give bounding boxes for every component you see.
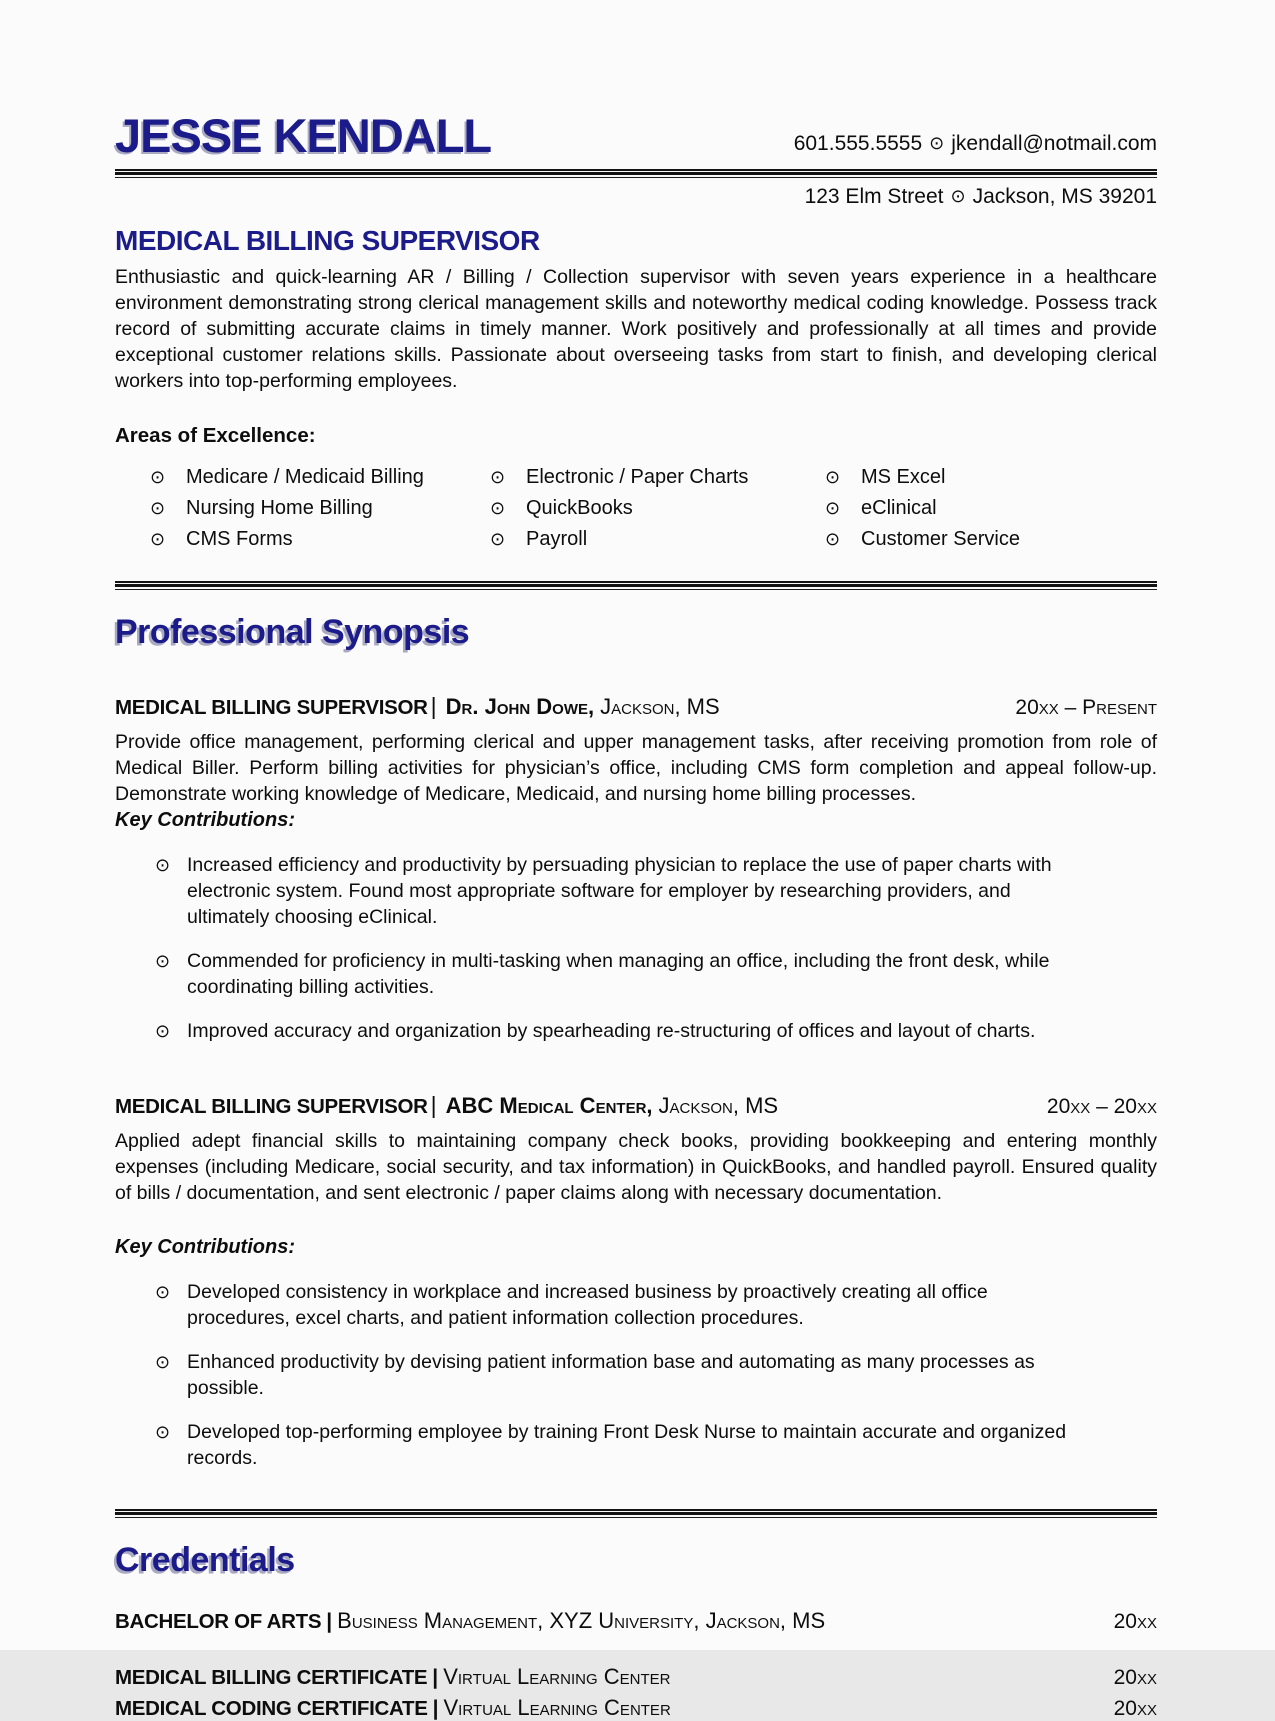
skill-item bbox=[490, 465, 825, 489]
skill-item bbox=[150, 465, 490, 489]
ring-bullet-icon: ⊙ bbox=[490, 467, 506, 487]
address-line bbox=[115, 185, 1157, 209]
skill-label: Electronic / Paper Charts bbox=[526, 466, 749, 488]
pipe-separator: | bbox=[432, 1665, 439, 1689]
skills-column-3 bbox=[825, 465, 1157, 551]
list-item bbox=[115, 852, 1157, 930]
skill-label: Payroll bbox=[526, 528, 588, 550]
credential-title-line bbox=[115, 1608, 825, 1634]
bullet-text: Developed consistency in workplace and increased business by proactively creating all office procedures, excel charts, and patient information collection procedures. bbox=[187, 1281, 988, 1330]
ring-bullet-icon: ⊙ bbox=[150, 467, 166, 487]
areas-of-excellence-heading: Areas of Excellence: bbox=[115, 424, 316, 447]
ring-bullet-icon: ⊙ bbox=[490, 498, 506, 518]
credential-detail: Virtual Learning Center bbox=[443, 1663, 671, 1689]
bullet-text: Improved accuracy and organization by spearheading re-structuring of offices and layout of charts. bbox=[187, 1020, 1036, 1043]
job-company: Dr. John Dowe, bbox=[445, 694, 595, 720]
credential-title-line bbox=[115, 1695, 671, 1721]
ring-bullet-icon: ⊙ bbox=[150, 498, 166, 518]
credential-degree: MEDICAL CODING CERTIFICATE bbox=[115, 1696, 428, 1720]
credential-detail: Business Management, XYZ University, Jackson, MS bbox=[337, 1607, 826, 1633]
ring-bullet-icon: ⊙ bbox=[825, 498, 841, 518]
phone-number: 601.555.5555 bbox=[793, 132, 923, 155]
skill-item bbox=[150, 527, 490, 551]
skill-item bbox=[490, 496, 825, 520]
job-title: MEDICAL BILLING SUPERVISOR bbox=[115, 696, 428, 720]
header bbox=[115, 109, 1157, 162]
pipe-separator: | bbox=[326, 1609, 333, 1633]
job-header bbox=[115, 1092, 1157, 1119]
credential-title-line bbox=[115, 1664, 670, 1690]
skills-column-1 bbox=[115, 465, 490, 551]
ring-bullet-icon: ⊙ bbox=[825, 467, 841, 487]
key-contributions-label: Key Contributions: bbox=[115, 1236, 295, 1259]
job-company: ABC Medical Center, bbox=[445, 1093, 653, 1119]
skill-label: MS Excel bbox=[861, 466, 946, 488]
job-dates: 20xx – Present bbox=[1015, 696, 1157, 720]
job-summary: Applied adept financial skills to maintaining company check books, providing bookkeeping and entering monthly expenses (including Medicare, social security, and tax information) in QuickBooks, and handled payroll. Ensured quality of bills / documentation, and sent electronic / paper claims along with necessary documentation. bbox=[115, 1130, 1157, 1205]
credential-row bbox=[115, 1608, 1157, 1634]
job-summary: Provide office management, performing clerical and upper management tasks, after receiving promotion from role of Medical Biller. Perform billing activities for physician’s office, including CMS form completion and appeal follow-up. Demonstrate working knowledge of Medicare, Medicaid, and nursing home billing processes. bbox=[115, 731, 1157, 806]
street-address: 123 Elm Street bbox=[804, 185, 944, 208]
skill-label: Customer Service bbox=[861, 528, 1020, 550]
ring-bullet-icon: ⊙ bbox=[150, 529, 166, 549]
skill-label: QuickBooks bbox=[526, 497, 633, 519]
bullet-text: Enhanced productivity by devising patient information base and automating as many processes as possible. bbox=[187, 1351, 1035, 1400]
dot-separator-icon: ⊙ bbox=[950, 186, 966, 206]
ring-bullet-icon: ⊙ bbox=[155, 1352, 171, 1373]
job-title-line bbox=[115, 1092, 778, 1119]
ring-bullet-icon: ⊙ bbox=[155, 1422, 171, 1443]
skill-label: CMS Forms bbox=[186, 528, 293, 550]
credential-detail: Virtual Learning Center bbox=[443, 1694, 671, 1720]
list-item bbox=[115, 1279, 1157, 1331]
credential-row bbox=[115, 1664, 1157, 1690]
ring-bullet-icon: ⊙ bbox=[155, 855, 171, 876]
skill-item bbox=[825, 527, 1157, 551]
section-divider bbox=[115, 581, 1157, 590]
ring-bullet-icon: ⊙ bbox=[490, 529, 506, 549]
list-item bbox=[115, 1349, 1157, 1401]
job-location: Jackson, MS bbox=[658, 1093, 779, 1119]
email-address: jkendall@notmail.com bbox=[951, 132, 1157, 155]
key-contributions-list bbox=[115, 852, 1157, 1044]
skills-grid bbox=[115, 465, 1157, 551]
skill-item bbox=[825, 465, 1157, 489]
section-heading-credentials: Credentials bbox=[115, 1541, 295, 1580]
job-title: MEDICAL BILLING SUPERVISOR bbox=[115, 1095, 428, 1119]
skill-label: eClinical bbox=[861, 497, 937, 519]
job-dates: 20xx – 20xx bbox=[1046, 1095, 1157, 1119]
section-divider bbox=[115, 1509, 1157, 1518]
skill-item bbox=[825, 496, 1157, 520]
key-contributions-label: Key Contributions: bbox=[115, 809, 295, 832]
credential-year: 20xx bbox=[1113, 1609, 1157, 1633]
name-heading: JESSE KENDALL bbox=[115, 109, 492, 162]
ring-bullet-icon: ⊙ bbox=[155, 1021, 171, 1042]
bullet-text: Developed top-performing employee by training Front Desk Nurse to maintain accurate and organized records. bbox=[187, 1421, 1067, 1470]
bullet-text: Increased efficiency and productivity by persuading physician to replace the use of paper charts with electronic system. Found most appropriate software for employer by researching providers, and ultimately choosing eClinical. bbox=[187, 854, 1052, 929]
list-item bbox=[115, 1419, 1157, 1471]
list-item bbox=[115, 1018, 1157, 1044]
job-header bbox=[115, 693, 1157, 720]
ring-bullet-icon: ⊙ bbox=[155, 951, 171, 972]
credential-year: 20xx bbox=[1113, 1665, 1157, 1689]
ring-bullet-icon: ⊙ bbox=[155, 1282, 171, 1303]
city-state-zip: Jackson, MS 39201 bbox=[972, 185, 1157, 208]
pipe-separator: | bbox=[430, 1092, 437, 1119]
profile-title: MEDICAL BILLING SUPERVISOR bbox=[115, 225, 540, 256]
pipe-separator: | bbox=[430, 693, 437, 720]
ring-bullet-icon: ⊙ bbox=[825, 529, 841, 549]
skill-item bbox=[490, 527, 825, 551]
contact-line bbox=[794, 132, 1157, 159]
credential-degree: BACHELOR OF ARTS bbox=[115, 1609, 322, 1633]
bullet-text: Commended for proficiency in multi-tasking when managing an office, including the front desk, while coordinating billing activities. bbox=[187, 950, 1050, 999]
credential-row bbox=[115, 1695, 1157, 1721]
skill-label: Medicare / Medicaid Billing bbox=[186, 466, 424, 488]
section-heading-professional-synopsis: Professional Synopsis bbox=[115, 613, 470, 651]
skill-item bbox=[150, 496, 490, 520]
job-title-line bbox=[115, 693, 720, 720]
skill-label: Nursing Home Billing bbox=[186, 497, 373, 519]
list-item bbox=[115, 948, 1157, 1000]
key-contributions-list bbox=[115, 1279, 1157, 1471]
credential-degree: MEDICAL BILLING CERTIFICATE bbox=[115, 1665, 428, 1689]
credential-year: 20xx bbox=[1113, 1696, 1157, 1720]
job-location: Jackson, MS bbox=[600, 694, 720, 720]
profile-summary: Enthusiastic and quick-learning AR / Billing / Collection supervisor with seven years experience in a healthcare environment demonstrating strong clerical management skills and noteworthy medical coding knowledge. Possess track record of submitting accurate claims in timely manner. Work positively and professionally at all times and provide exceptional customer relations skills. Passionate about overseeing tasks from start to finish, and developing clerical workers into top-performing employees. bbox=[115, 266, 1157, 392]
header-divider bbox=[115, 169, 1157, 178]
pipe-separator: | bbox=[432, 1696, 439, 1720]
skills-column-2 bbox=[490, 465, 825, 551]
dot-separator-icon: ⊙ bbox=[929, 133, 945, 153]
